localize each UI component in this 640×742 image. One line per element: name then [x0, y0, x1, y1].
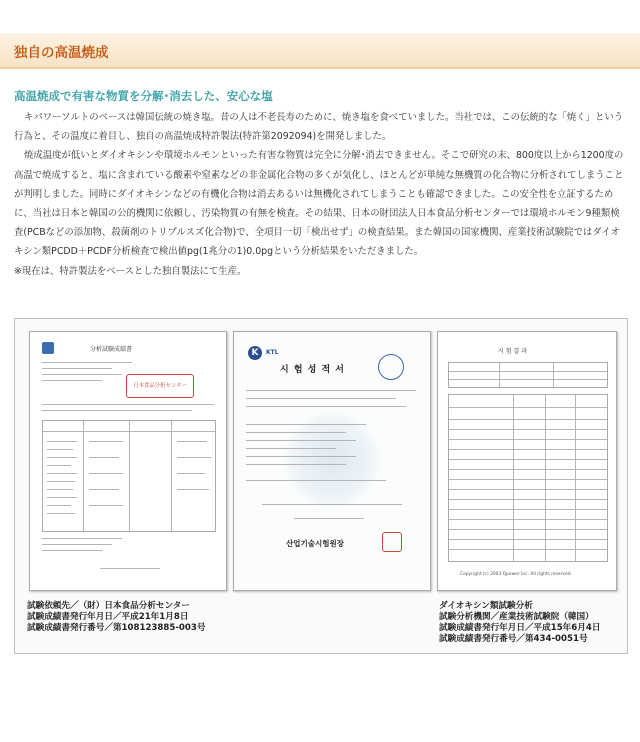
paragraph: 焼成温度が低いとダイオキシンや環境ホルモンといった有害な物質は完全に分解･消去できません。そこで研究の末、800度以上から1200度の高温で焼成すると、塩に含まれている酸素や窒素などの非金属化合物の多くが気化し、ほとんどが単純な無機質の化合物に分析されてしまうことが判明しました。同時にダイオキシンなどの有機化合物は消去あるいは無機化されてしまうことも確認できました。この安全性を立証するために、当社は日本と韓国の公的機関に依頼し、汚染物質の有無を検査。その結果、日本の財団法人日本食品分析センターでは環境ホルモン9種類検査(PCBなどの添加物、殺菌剤のトリブルスズ化合物)で、全項目一切「検出せず」の検査結果。また韓国の国家機関、産業技術試験院ではダイオキシン類PCDD＋PCDF分析検査で検出値pg(1兆分の1)0.0pgという分析結果をいただきました。 [14, 150, 624, 258]
org-name: KTL [266, 349, 279, 356]
section-header [0, 33, 640, 69]
section-title: 独自の高温焼成 [14, 45, 109, 61]
certificate-korea [233, 331, 431, 591]
jfrl-logo-icon [42, 342, 54, 354]
note: ※現在は、特許製法をベースとした独自製法にて生産。 [14, 265, 247, 277]
summary-table [448, 362, 608, 388]
caption-japan [27, 601, 205, 634]
doc-title: 分析試験成績書 [90, 346, 133, 353]
watermark [282, 410, 382, 510]
caption-line: 試験依頼先／（財）日本食品分析センター [27, 601, 190, 611]
seal-icon [378, 354, 404, 380]
dioxin-table [448, 394, 608, 562]
results-table [42, 420, 216, 532]
copyright: Copyright (c) 2003 Qpower Inc. All rights reserved. [460, 572, 572, 577]
subheading: 高温焼成で有害な物質を分解･消去した、安心な塩 [14, 89, 273, 103]
caption-line: 試験成績書発行番号／第434-0051号 [439, 634, 588, 644]
certificate-results [437, 331, 617, 591]
paragraph: キパワーソルトのベースは韓国伝統の焼き塩。昔の人は不老長寿のために、焼き塩を食べていました。当社では、この伝統的な「焼く」という行為と、その温度に着目し、独自の高温焼成特許製法(特許第2092094)を開発しました。 [14, 112, 624, 143]
ktl-logo-icon: K [248, 346, 262, 360]
caption-line: 試験成績書発行年月日／平成21年1月8日 [27, 612, 189, 622]
doc-title: 시 험 성 적 서 [280, 365, 346, 375]
body-text [14, 108, 628, 281]
certificates-panel [14, 318, 628, 654]
doc-title: 시 험 결 과 [498, 348, 527, 355]
stamp: 日本食品分析センター [126, 374, 194, 398]
caption-line: 試験成績書発行年月日／平成15年6月4日 [439, 623, 601, 633]
certificate-japan [29, 331, 227, 591]
caption-line: ダイオキシン類試験分析 [439, 601, 533, 611]
caption-korea [439, 601, 600, 645]
caption-line: 試験成績書発行番号／第108123885-003号 [27, 623, 206, 633]
red-seal-icon [382, 532, 402, 552]
issuer-title: 산업기술시험원장 [286, 539, 344, 548]
caption-line: 試験分析機関／産業技術試験院（韓国） [439, 612, 594, 622]
